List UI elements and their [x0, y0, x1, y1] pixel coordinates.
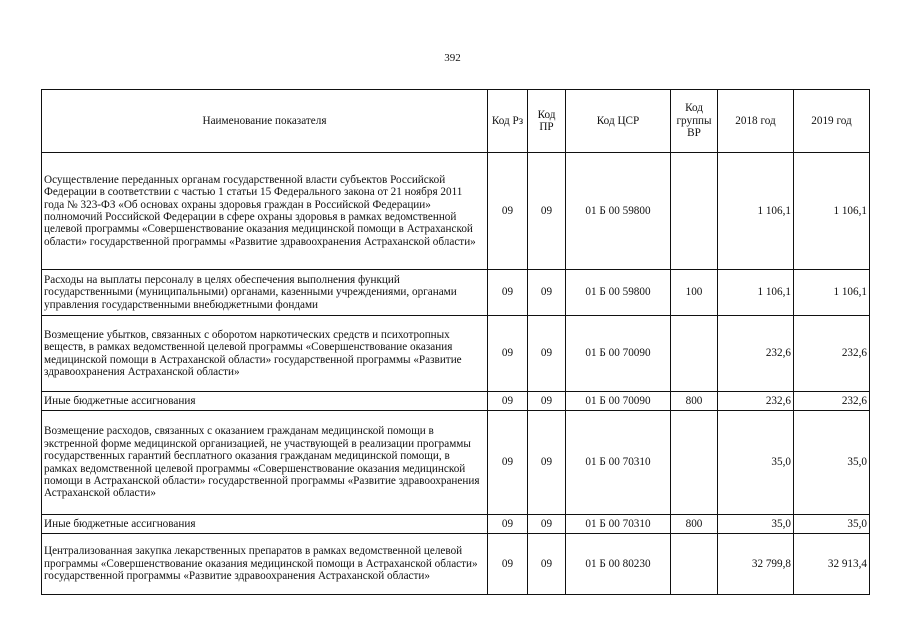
row-pr: 09	[528, 270, 566, 316]
row-vr	[671, 534, 718, 595]
header-year-2018: 2018 год	[718, 90, 794, 153]
row-vr: 800	[671, 515, 718, 534]
table-row	[42, 515, 870, 534]
table-header-row	[42, 90, 870, 153]
row-2019: 232,6	[794, 392, 870, 411]
table-row	[42, 411, 870, 515]
row-2019: 232,6	[794, 316, 870, 392]
row-rz: 09	[488, 392, 528, 411]
header-year-2019: 2019 год	[794, 90, 870, 153]
row-vr: 800	[671, 392, 718, 411]
row-2018: 35,0	[718, 411, 794, 515]
header-indicator-name: Наименование показателя	[42, 90, 488, 153]
row-name: Осуществление переданных органам государственной власти субъектов Российской Федерации в соответствии с частью 1 статьи 15 Федерального закона от 21 ноября 2011 года № 323-ФЗ «Об основах охраны здоровья граждан в Российской Федерации» полномочий Российской Федерации в сфере охраны здоровья в рамках ведомственной целевой программы «Совершенствование оказания медицинской помощи в Астраханской области» государственной программы «Развитие здравоохранения Астраханской области»	[42, 153, 488, 270]
row-2019: 32 913,4	[794, 534, 870, 595]
row-rz: 09	[488, 153, 528, 270]
table-row	[42, 270, 870, 316]
row-2019: 1 106,1	[794, 270, 870, 316]
row-pr: 09	[528, 515, 566, 534]
row-rz: 09	[488, 316, 528, 392]
row-pr: 09	[528, 534, 566, 595]
row-name: Возмещение убытков, связанных с оборотом наркотических средств и психотропных веществ, в рамках ведомственной целевой программы «Совершенствование оказания медицинской помощи в Астраханской области» государственной программы «Развитие здравоохранения Астраханской области»	[42, 316, 488, 392]
row-name: Иные бюджетные ассигнования	[42, 515, 488, 534]
table-row	[42, 316, 870, 392]
row-2019: 35,0	[794, 411, 870, 515]
header-code-vr: Код группы ВР	[671, 90, 718, 153]
row-pr: 09	[528, 392, 566, 411]
row-2018: 35,0	[718, 515, 794, 534]
row-vr	[671, 411, 718, 515]
row-2018: 232,6	[718, 392, 794, 411]
row-rz: 09	[488, 534, 528, 595]
header-code-pr: Код ПР	[528, 90, 566, 153]
row-csr: 01 Б 00 59800	[566, 153, 671, 270]
row-rz: 09	[488, 411, 528, 515]
table-row	[42, 153, 870, 270]
table-row	[42, 534, 870, 595]
row-name: Возмещение расходов, связанных с оказанием гражданам медицинской помощи в экстренной форме медицинской организацией, не участвующей в реализации программы государственных гарантий бесплатного оказания гражданам медицинской помощи, в рамках ведомственной целевой программы «Совершенствование оказания медицинской помощи в Астраханской области» государственной программы «Развитие здравоохранения Астраханской области»	[42, 411, 488, 515]
row-2018: 232,6	[718, 316, 794, 392]
row-pr: 09	[528, 316, 566, 392]
row-rz: 09	[488, 515, 528, 534]
row-2018: 1 106,1	[718, 153, 794, 270]
row-csr: 01 Б 00 70310	[566, 411, 671, 515]
row-name: Централизованная закупка лекарственных препаратов в рамках ведомственной целевой программы «Совершенствование оказания медицинской помощи в Астраханской области» государственной программы «Развитие здравоохранения Астраханской области»	[42, 534, 488, 595]
row-name: Иные бюджетные ассигнования	[42, 392, 488, 411]
row-2018: 1 106,1	[718, 270, 794, 316]
row-csr: 01 Б 00 59800	[566, 270, 671, 316]
row-vr	[671, 153, 718, 270]
row-pr: 09	[528, 153, 566, 270]
header-code-csr: Код ЦСР	[566, 90, 671, 153]
header-code-rz: Код Рз	[488, 90, 528, 153]
row-2019: 35,0	[794, 515, 870, 534]
row-csr: 01 Б 00 80230	[566, 534, 671, 595]
row-rz: 09	[488, 270, 528, 316]
row-name: Расходы на выплаты персоналу в целях обеспечения выполнения функций государственными (муниципальными) органами, казенными учреждениями, органами управления государственными внебюджетными фондами	[42, 270, 488, 316]
row-csr: 01 Б 00 70090	[566, 316, 671, 392]
row-vr	[671, 316, 718, 392]
row-2019: 1 106,1	[794, 153, 870, 270]
row-pr: 09	[528, 411, 566, 515]
page-number: 392	[444, 52, 461, 64]
row-vr: 100	[671, 270, 718, 316]
budget-table	[41, 89, 870, 595]
row-csr: 01 Б 00 70310	[566, 515, 671, 534]
row-2018: 32 799,8	[718, 534, 794, 595]
table-row	[42, 392, 870, 411]
row-csr: 01 Б 00 70090	[566, 392, 671, 411]
